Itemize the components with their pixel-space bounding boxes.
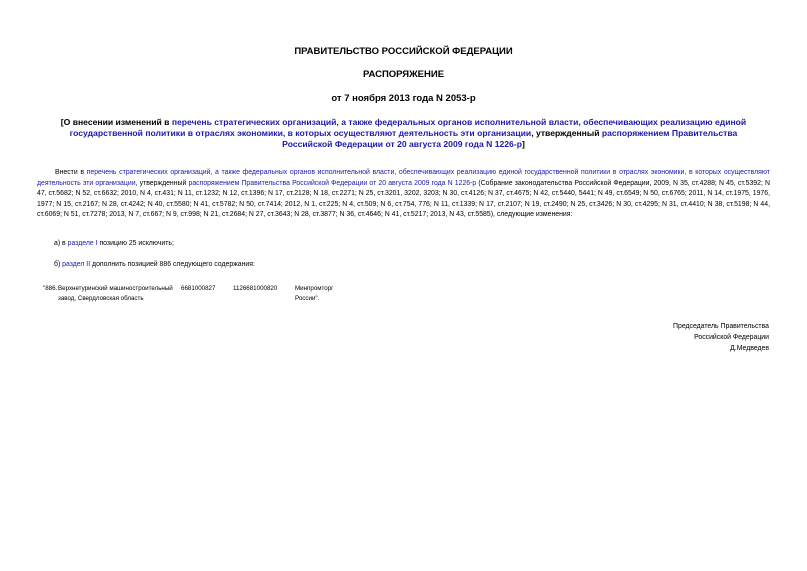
table-cell-inn: 6681000827: [181, 285, 216, 292]
item-a-link-razdel[interactable]: разделе I: [67, 240, 98, 247]
table-cell-ministry: Минпромторг России".: [295, 285, 334, 302]
title-link-perechen[interactable]: перечень стратегических организаций, а также федеральных органов исполнительной власти, обеспечивающих реализацию единой государственной политики в отраслях экономики, в которых осуществляют деятельность эти организации: [69, 117, 747, 138]
title-part1: О внесении изменений в: [63, 117, 172, 127]
signature-line-2: Российской Федерации: [694, 334, 769, 341]
title-close-bracket: ]: [521, 139, 525, 149]
item-a-suffix: позицию 25 исключить;: [97, 240, 174, 247]
signature-block: [673, 321, 769, 354]
body-intro: Внести в: [55, 169, 87, 176]
body-rest: (Собрание законодательства Российской Федерации, 2009, N 35, ст.4288; N 45, ст.5392; N 47, ст.5682; N 52, ст.6632; 2010, N 4, ст.431; N 11, ст.1232; N 12, ст.1396; N 17, ст.2128; N 18, ст.2271; N 25, ст.3201, 3202, 3203; N 30, ст.4126; N 37, ст.4675; N 42, ст.5440, 5441; N 49, ст.6549; N 50, ст.6765; 2011, N 14, ст.1975, 1976, 1977; N 15, ст.2167; N 28, ст.4242; N 40, ст.5580; N 41, ст.5782; N 50, ст.7414; 2012, N 1, ст.225; N 4, ст.509; N 6, ст.754, 776; N 11, ст.1339; N 17, ст.2107; N 19, ст.2490; N 25, ст.3426; N 30, ст.4295; N 31, ст.4410; N 38, ст.5198; N 44, ст.6069; N 51, ст.7278; 2013, N 7, ст.667; N 9, ст.998; N 21, ст.2684; N 27, ст.3643; N 28, ст.3877; N 36, ст.4646; N 41, ст.5217; 2013, N 43, ст.5585), следующие изменения:: [37, 179, 770, 219]
item-b-link-razdel[interactable]: раздел II: [62, 261, 91, 268]
item-b-prefix: б): [54, 261, 63, 268]
body-paragraph: [37, 168, 770, 221]
title-open-bracket: [: [60, 117, 64, 127]
body-link-perechen[interactable]: перечень стратегических организаций, а также федеральных органов исполнительной власти, обеспечивающих реализацию единой государственной политики в отраслях экономики, в которых осуществляют деятельность эти организации: [37, 169, 770, 187]
body-mid: , утвержденный: [135, 179, 189, 187]
item-a-prefix: а) в: [54, 240, 68, 247]
item-b: [54, 261, 255, 268]
title-link-rasporyazhenie[interactable]: распоряжением Правительства Российской Федерации от 20 августа 2009 года N 1226-р: [282, 128, 738, 149]
document-type-heading: РАСПОРЯЖЕНИЕ: [362, 69, 445, 80]
title-part2: , утвержденный: [531, 128, 602, 138]
item-b-suffix: дополнить позицией 886 следующего содержания:: [90, 261, 255, 268]
signature-line-3: Д.Медведев: [730, 345, 769, 352]
table-cell-number: "886.: [43, 285, 58, 292]
table-cell-name: Верхнетуринский машиностроительный завод, Свердловская область: [58, 285, 173, 302]
document-title: [52, 117, 755, 150]
table-cell-ogrn: 1126681000820: [233, 285, 278, 292]
government-heading: ПРАВИТЕЛЬСТВО РОССИЙСКОЙ ФЕДЕРАЦИИ: [294, 46, 513, 57]
body-link-rasporyazhenie[interactable]: распоряжением Правительства Российской Федерации от 20 августа 2009 года N 1226-р: [188, 179, 477, 187]
document-date-number: от 7 ноября 2013 года N 2053-р: [331, 93, 476, 104]
item-a: [54, 240, 174, 247]
signature-line-1: Председатель Правительства: [673, 323, 769, 330]
